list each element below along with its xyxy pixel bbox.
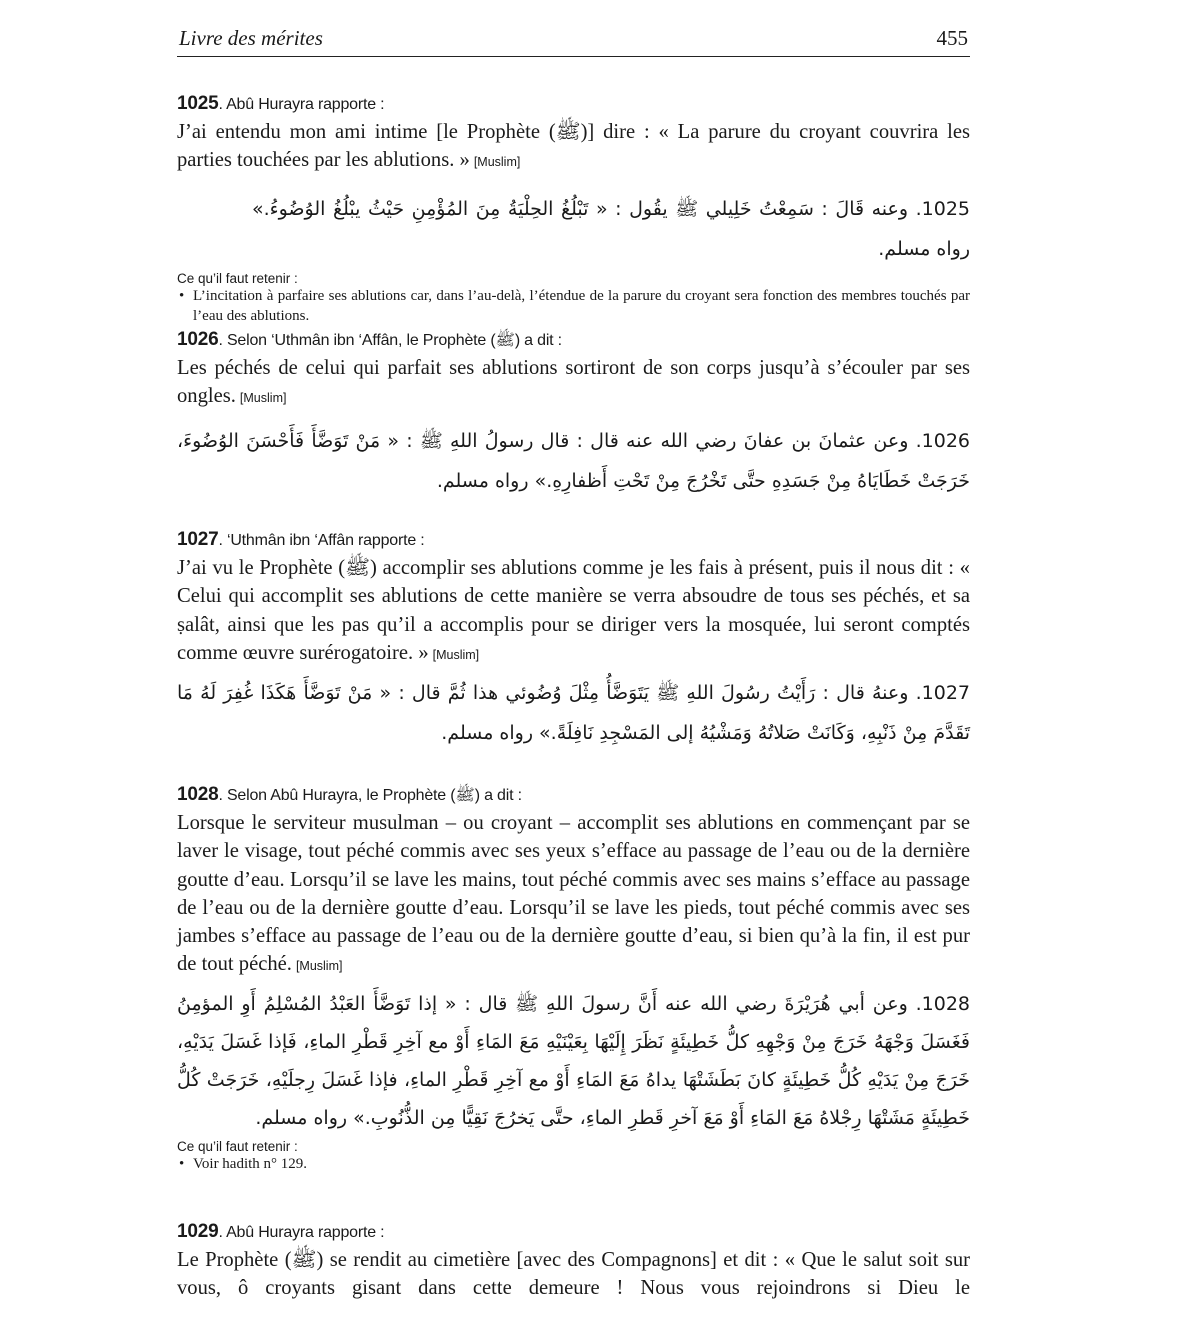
hadith-1029 <box>177 1222 970 1303</box>
hadith-number: 1025 <box>177 93 219 114</box>
retain-item: • L’incitation à parfaire ses ablutions car, dans l’au-delà, l’étendue de la parure du croyant sera fonction des membres touchés par l’eau des ablutions. <box>179 287 970 324</box>
running-head <box>177 24 970 54</box>
hadith-narrator: . ‘Uthmân ibn ‘Affân rapporte : <box>218 532 425 549</box>
french-text: J’ai entendu mon ami intime [le Prophète (ﷺ)] dire : « La parure du croyant couvrira les parties touchées par les ablutions. » <box>177 121 971 172</box>
source-tag: [Muslim] <box>473 155 521 170</box>
french-text: Les péchés de celui qui parfait ses ablutions sortiront de son corps jusqu’à s’écouler par ses ongles. <box>177 357 970 408</box>
hadith-narrator: . Abû Hurayra rapporte : <box>218 96 385 113</box>
hadith-number: 1029 <box>177 1221 219 1242</box>
hadith-narrator: . Abû Hurayra rapporte : <box>218 1224 385 1241</box>
hadith-narrator: . Selon ‘Uthmân ibn ‘Affân, le Prophète (ﷺ) a dit : <box>218 332 562 349</box>
retain-title: Ce qu’il faut retenir : <box>177 270 298 286</box>
source-tag: [Muslim] <box>239 391 287 406</box>
hadith-1026 <box>177 330 970 501</box>
hadith-1027 <box>177 530 970 753</box>
header-rule <box>177 56 970 57</box>
french-translation <box>177 354 970 413</box>
hadith-number: 1026 <box>177 329 219 350</box>
french-text: Le Prophète (ﷺ) se rendit au cimetière [avec des Compagnons] et dit : « Que le salut soit sur vous, ô croyants gisant dans cette demeure ! Nous vous rejoindrons si Dieu le <box>177 1249 970 1300</box>
french-translation <box>177 554 970 669</box>
page-number: 455 <box>936 26 968 50</box>
hadith-narrator: . Selon Abû Hurayra, le Prophète (ﷺ) a dit : <box>218 787 522 804</box>
arabic-text: 1026. وعن عثمانَ بن عفانَ رضي الله عنه قال : قال رسولُ اللهِ ﷺ : « مَنْ تَوَضَّأَ فَأَحْسَنَ الوُضُوءَ، خَرَجَتْ خَطَايَاهُ مِنْ جَسَدِهِ حتَّى تَخْرُجَ مِنْ تَحْتِ أَظفارِهِ.» رواه مسلم. <box>177 429 970 492</box>
arabic-text: 1027. وعنهُ قال : رَأَيْتُ رسُولَ اللهِ ﷺ يَتَوَضَّأُ مِثْلَ وُضُوئي هذا ثُمَّ قال : « مَنْ تَوَضَّأَ هَكَذَا غُفِرَ لَهُ مَا تَقَدَّمَ مِنْ ذَنْبِهِ، وَكَانَتْ صَلاتُهُ وَمَشْيُهُ إلى المَسْجِدِ نَافِلَةً.» رواه مسلم. <box>177 682 970 745</box>
french-text: J’ai vu le Prophète (ﷺ) accomplir ses ablutions comme je les fais à présent, puis il nous dit : « Celui qui accomplit ses ablutions de cette manière se verra absoudre de tous ses péchés, et sa ṣalât, ainsi que les pas qu’il a accomplis pour se diriger vers la mosquée, lui seront comptés comme œuvre surérogatoire. » <box>177 557 970 664</box>
hadith-heading <box>177 330 970 351</box>
source-tag: [Muslim] <box>295 959 343 974</box>
french-translation <box>177 1246 970 1303</box>
hadith-heading <box>177 530 970 551</box>
arabic-text: 1028. وعن أبي هُرَيْرَةَ رضي الله عنه أَنَّ رسولَ اللهِ ﷺ قال : « إذا تَوَضَّأَ العَبْدُ المُسْلِمُ أَوِ المؤمِنُ فَغَسَلَ وَجْهَهُ خَرَجَ مِنْ وَجْهِهِ كلُّ خَطِيئَةٍ نَظَرَ إِلَيْهَا بِعَيْنَيْهِ مَعَ المَاءِ أَوْ مع آخِرِ قَطْرِ الماءِ، فَإذا غَسَلَ يَدَيْهِ، خَرَجَ مِنْ يَدَيْهِ كُلُّ خَطِيئَةٍ كانَ بَطَشَتْهَا يداهُ مَعَ المَاءِ أَوْ مع آخِرِ قَطْرِ الماءِ، فإذا غَسَلَ رِجلَيْهِ، خَرَجَتْ كُلُّ خَطِيئَةٍ مَشَتْهَا رِجْلاهُ مَعَ المَاءِ أَوْ مَعَ آخرِ قَطرِ الماءِ، حتَّى يَخرُجَ نَقِيًّا مِن الذُّنُوبِ.» رواه مسلم. <box>177 992 970 1129</box>
hadith-heading <box>177 1222 970 1243</box>
french-text: Lorsque le serviteur musulman – ou croyant – accomplit ses ablutions en commençant par se laver le visage, tout péché commis avec ses yeux s’efface au passage de l’eau ou de la dernière goutte d’eau. Lorsqu’il se lave les mains, tout péché commis avec ses mains s’efface au passage de l’eau ou de la dernière goutte d’eau. Lorsqu’il se lave les pieds, tout péché commis avec ses jambes s’efface au passage de l’eau ou de la dernière goutte d’eau, si bien qu’à la fin, il est pur de tout péché. <box>177 812 970 976</box>
bullet-icon: • <box>179 287 185 304</box>
chapter-title: Livre des mérites <box>179 26 323 50</box>
bullet-icon: • <box>179 1155 185 1172</box>
french-translation <box>177 118 970 177</box>
source-tag: [Muslim] <box>432 647 480 662</box>
hadith-1025 <box>177 94 970 326</box>
arabic-text: 1025. وعنه قَالَ : سَمِعْتُ خَلِيلي ﷺ يقُول : « تَبْلُغُ الحِلْيَةُ مِنَ المُؤْمِنِ حَيْثُ يبْلُغُ الوُضُوءُ.» رواه مسلم. <box>252 197 970 260</box>
retain-item: • Voir hadith n° 129. <box>179 1155 308 1172</box>
hadith-1028 <box>177 785 970 1174</box>
french-translation <box>177 809 970 981</box>
hadith-heading <box>177 94 970 115</box>
hadith-number: 1027 <box>177 529 219 550</box>
retain-title: Ce qu’il faut retenir : <box>177 1138 298 1154</box>
hadith-number: 1028 <box>177 784 219 805</box>
hadith-heading <box>177 785 970 806</box>
